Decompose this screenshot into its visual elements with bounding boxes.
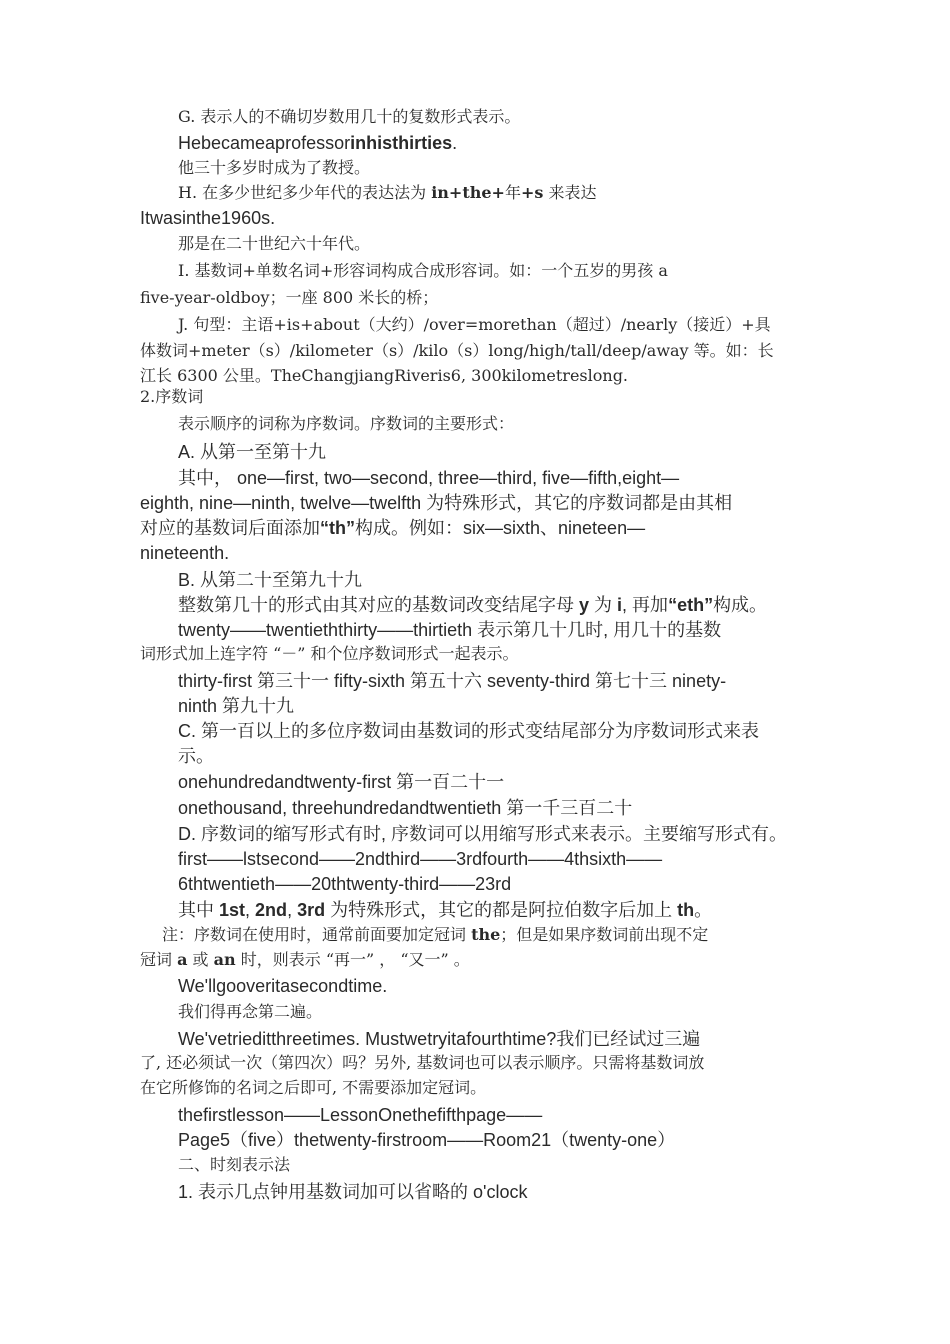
- bold-text-segment: “eth”: [668, 595, 714, 615]
- text-segment: We'llgooveritasecondtime.: [178, 976, 388, 996]
- text-segment: A. 从第一至第十九: [178, 442, 327, 462]
- text-segment: twenty——twentieththirty——thirtieth 表示第几十几时, 用几十的基数: [178, 620, 722, 640]
- text-line: [178, 773, 504, 791]
- text-line: [178, 621, 721, 639]
- text-line: [178, 160, 370, 176]
- bold-text-segment: in+the+: [431, 183, 505, 202]
- text-segment: 注：序数词在使用时，通常前面要加定冠词: [162, 925, 472, 944]
- text-line: [140, 209, 275, 227]
- text-line: [178, 185, 596, 201]
- text-segment: 他三十多岁时成为了教授。: [178, 158, 371, 177]
- text-segment: ninth 第九十九: [178, 696, 295, 716]
- text-line: [162, 927, 708, 943]
- text-segment: Page5（five）thetwenty-firstroom——Room21（twenty-one）: [178, 1130, 676, 1150]
- text-line: [178, 1030, 700, 1048]
- text-line: [140, 368, 628, 384]
- text-segment: 为: [589, 595, 618, 615]
- bold-text-segment: +s: [520, 183, 544, 202]
- text-segment: Itwasinthe1960s.: [140, 208, 276, 228]
- text-segment: five-year-oldboy；一座 800 米长的桥；: [140, 288, 439, 307]
- text-line: [178, 596, 767, 614]
- bold-text-segment: inhisthirties: [350, 133, 453, 153]
- text-line: [178, 1183, 527, 1201]
- text-segment: .: [452, 133, 458, 153]
- text-segment: G. 表示人的不确切岁数用几十的复数形式表示。: [178, 107, 521, 126]
- text-line: [178, 571, 362, 589]
- text-segment: 构成。例如：six—sixth、nineteen—: [355, 518, 646, 538]
- bold-text-segment: a: [177, 950, 188, 969]
- text-segment: thefirstlesson——LessonOnethefifthpage——: [178, 1105, 543, 1125]
- text-line: [178, 850, 662, 868]
- text-line: [140, 1055, 704, 1071]
- text-segment: 2.序数词: [140, 387, 204, 406]
- text-segment: 在它所修饰的名词之后即可, 不需要添加定冠词。: [140, 1078, 487, 1097]
- text-segment: thirty-first 第三十一 fifty-sixth 第五十六 seventy-third 第七十三 ninety-: [178, 671, 727, 691]
- text-segment: 时，则表示 “再一” ， “又一” 。: [235, 950, 470, 969]
- text-segment: 来表达: [543, 183, 597, 202]
- bold-text-segment: th: [677, 900, 695, 920]
- text-segment: H. 在多少世纪多少年代的表达法为: [178, 183, 432, 202]
- text-line: [140, 343, 774, 359]
- text-segment: 年: [504, 183, 521, 202]
- text-line: [140, 952, 470, 968]
- text-line: [178, 236, 370, 252]
- text-segment: 体数词+meter（s）/kilometer（s）/kilo（s）long/high/tall/deep/away 等。如：长: [140, 341, 774, 360]
- text-segment: 对应的基数词后面添加: [140, 518, 320, 538]
- text-line: [178, 799, 632, 817]
- text-segment: , 再加: [622, 595, 669, 615]
- text-segment: 冠词: [140, 950, 178, 969]
- text-segment: onehundredandtwenty-first 第一百二十一: [178, 772, 505, 792]
- text-line: [140, 1080, 486, 1096]
- text-segment: 为特殊形式，其它的都是阿拉伯数字后加上: [325, 900, 678, 920]
- text-segment: We'vetrieditthreetimes. Mustwetryitafourthtime?我们已经试过三遍: [178, 1029, 701, 1049]
- text-line: [178, 134, 457, 152]
- text-segment: 表示顺序的词称为序数词。序数词的主要形式：: [178, 414, 515, 433]
- text-line: [178, 317, 771, 333]
- bold-text-segment: y: [579, 595, 590, 615]
- text-line: [178, 1106, 542, 1124]
- text-line: [140, 544, 229, 562]
- text-segment: 1. 表示几点钟用基数词加可以省略的 o'clock: [178, 1182, 528, 1202]
- text-segment: eighth, nine—ninth, twelve—twelfth 为特殊形式，其它的序数词都是由其相: [140, 493, 733, 513]
- text-line: [140, 290, 438, 306]
- text-segment: 示。: [178, 746, 214, 766]
- text-line: [178, 875, 511, 893]
- text-line: [178, 443, 326, 461]
- text-segment: J. 句型：主语+is+about（大约）/over=morethan（超过）/nearly（接近）+具: [178, 315, 771, 334]
- bold-text-segment: an: [213, 950, 236, 969]
- text-segment: ；但是如果序数词前出现不定: [500, 925, 709, 944]
- text-segment: ,: [287, 900, 298, 920]
- text-line: [178, 672, 726, 690]
- text-line: [178, 747, 214, 765]
- text-segment: ,: [245, 900, 256, 920]
- bold-text-segment: 3rd: [297, 900, 326, 920]
- text-line: [140, 389, 203, 405]
- text-segment: 其中， one—first, two—second, three—third, five—fifth,eight—: [178, 468, 680, 488]
- bold-text-segment: the: [471, 925, 501, 944]
- text-line: [178, 109, 520, 125]
- text-segment: 我们得再念第二遍。: [178, 1002, 323, 1021]
- text-segment: C. 第一百以上的多位序数词由基数词的形式变结尾部分为序数词形式来表: [178, 721, 759, 741]
- text-segment: nineteenth.: [140, 543, 230, 563]
- text-line: [178, 697, 294, 715]
- text-segment: 。: [694, 900, 713, 920]
- text-line: [178, 469, 679, 487]
- text-line: [178, 263, 668, 279]
- text-segment: 其中: [178, 900, 220, 920]
- text-line: [178, 416, 514, 432]
- text-line: [140, 646, 519, 662]
- text-segment: 江长 6300 公里。TheChangjiangRiveris6, 300kilometreslong.: [140, 366, 629, 385]
- text-line: [140, 519, 645, 537]
- text-line: [178, 901, 712, 919]
- text-segment: 词形式加上连字符 “－” 和个位序数词形式一起表示。: [140, 644, 519, 663]
- text-segment: onethousand, threehundredandtwentieth 第一千三百二十: [178, 798, 633, 818]
- text-line: [178, 1131, 675, 1149]
- text-line: [140, 494, 732, 512]
- text-segment: 6thtwentieth——20thtwenty-third——23rd: [178, 874, 512, 894]
- bold-text-segment: 1st: [219, 900, 246, 920]
- text-line: [178, 825, 787, 843]
- bold-text-segment: i: [617, 595, 623, 615]
- text-line: [178, 1157, 290, 1173]
- text-segment: 那是在二十世纪六十年代。: [178, 234, 371, 253]
- text-line: [178, 977, 387, 995]
- text-segment: I. 基数词+单数名词+形容词构成合成形容词。如：一个五岁的男孩 a: [178, 261, 668, 280]
- text-segment: Hebecameaprofessor: [178, 133, 351, 153]
- text-segment: first——lstsecond——2ndthird——3rdfourth——4thsixth——: [178, 849, 663, 869]
- text-segment: 二、时刻表示法: [178, 1155, 291, 1174]
- text-line: [178, 1004, 322, 1020]
- text-line: [178, 722, 759, 740]
- text-segment: 构成。: [713, 595, 768, 615]
- text-segment: 了, 还必须试一次（第四次）吗？另外, 基数词也可以表示顺序。只需将基数词放: [140, 1053, 705, 1072]
- text-segment: B. 从第二十至第九十九: [178, 570, 363, 590]
- bold-text-segment: “th”: [320, 518, 355, 538]
- bold-text-segment: 2nd: [255, 900, 288, 920]
- text-segment: 整数第几十的形式由其对应的基数词改变结尾字母: [178, 595, 579, 615]
- text-segment: 或: [187, 950, 214, 969]
- text-segment: D. 序数词的缩写形式有时, 序数词可以用缩写形式来表示。主要缩写形式有。: [178, 824, 787, 844]
